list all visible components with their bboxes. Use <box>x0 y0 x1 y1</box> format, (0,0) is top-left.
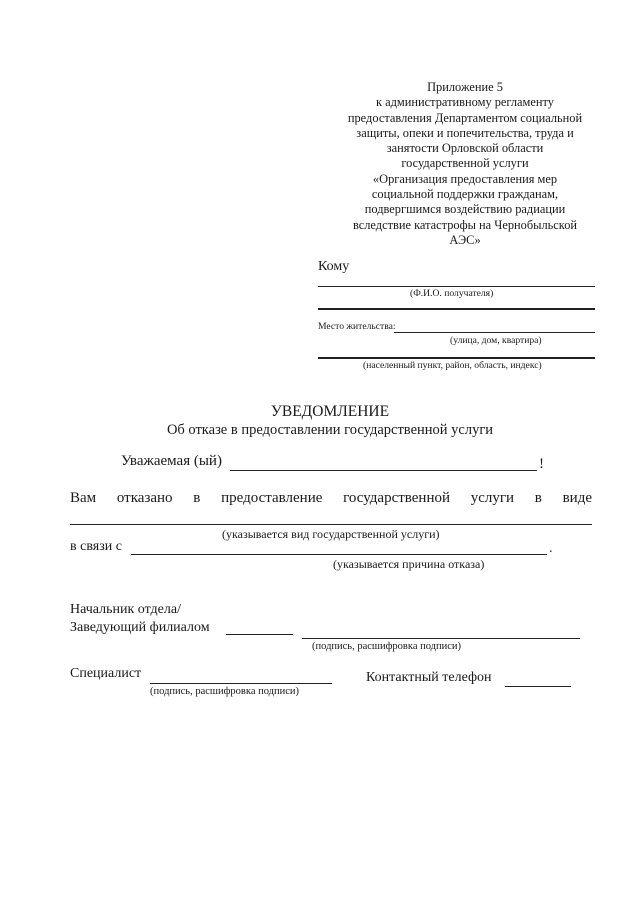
appendix-line: «Организация предоставления мер <box>372 171 558 186</box>
specialist-label: Специалист <box>70 666 142 681</box>
refusal-word: государственной <box>343 490 451 506</box>
head-name-line[interactable] <box>302 638 580 639</box>
appendix-line: к административному регламенту <box>376 95 554 110</box>
appendix-line: подвергшимся воздействию радиации <box>364 202 566 217</box>
refusal-word: виде <box>562 490 592 506</box>
reason-label: в связи с <box>70 539 122 554</box>
head-title-line2: Заведующий филиалом <box>70 620 210 635</box>
residence-label: Место жительства: <box>318 321 396 332</box>
specialist-signature-line[interactable] <box>150 683 332 684</box>
appendix-line: социальной поддержки гражданам, <box>371 187 559 202</box>
service-type-line[interactable] <box>70 524 592 525</box>
locality-caption: (населенный пункт, район, область, индекс) <box>363 360 542 371</box>
appendix-line: занятости Орловской области <box>386 141 544 156</box>
service-type-caption: (указывается вид государственной услуги) <box>222 527 440 541</box>
head-signature-line[interactable] <box>226 634 293 635</box>
street-caption: (улица, дом, квартира) <box>450 335 542 346</box>
greeting-exclamation: ! <box>539 456 544 472</box>
refusal-word: отказано <box>116 490 173 506</box>
reason-period: . <box>549 541 553 556</box>
greeting-name-line[interactable] <box>230 470 537 471</box>
greeting-label: Уважаемая (ый) <box>121 453 222 469</box>
appendix-line: вследствие катастрофы на Чернобыльской <box>352 217 578 232</box>
notice-subtitle: Об отказе в предоставлении государственной услуги <box>166 422 494 438</box>
street-line[interactable] <box>394 332 595 333</box>
reason-caption: (указывается причина отказа) <box>333 557 485 571</box>
refusal-word: в <box>534 490 542 506</box>
notice-title: УВЕДОМЛЕНИЕ <box>270 403 390 420</box>
appendix-line: Приложение 5 <box>427 80 503 94</box>
refusal-word: услуги <box>470 490 515 506</box>
appendix-line: государственной услуги <box>401 156 529 171</box>
phone-label: Контактный телефон <box>366 670 492 685</box>
reason-line[interactable] <box>131 554 547 555</box>
appendix-line: АЭС» <box>449 232 481 247</box>
locality-line[interactable] <box>318 357 595 359</box>
recipient-name-line[interactable] <box>318 286 595 287</box>
recipient-name-caption: (Ф.И.О. получателя) <box>410 288 494 299</box>
refusal-word: Вам <box>70 490 97 506</box>
appendix-line: предоставления Департаментом социальной <box>347 110 583 125</box>
to-label: Кому <box>318 259 350 274</box>
head-title-line1: Начальник отдела/ <box>70 602 181 617</box>
specialist-caption: (подпись, расшифровка подписи) <box>150 686 300 697</box>
refusal-word: предоставление <box>221 490 323 506</box>
appendix-line: защиты, опеки и попечительства, труда и <box>356 125 574 140</box>
phone-line[interactable] <box>505 686 571 687</box>
recipient-name-line-2[interactable] <box>318 308 595 310</box>
head-caption: (подпись, расшифровка подписи) <box>312 641 462 652</box>
appendix-header <box>330 80 600 248</box>
refusal-sentence <box>70 490 592 507</box>
refusal-word: в <box>193 490 201 506</box>
